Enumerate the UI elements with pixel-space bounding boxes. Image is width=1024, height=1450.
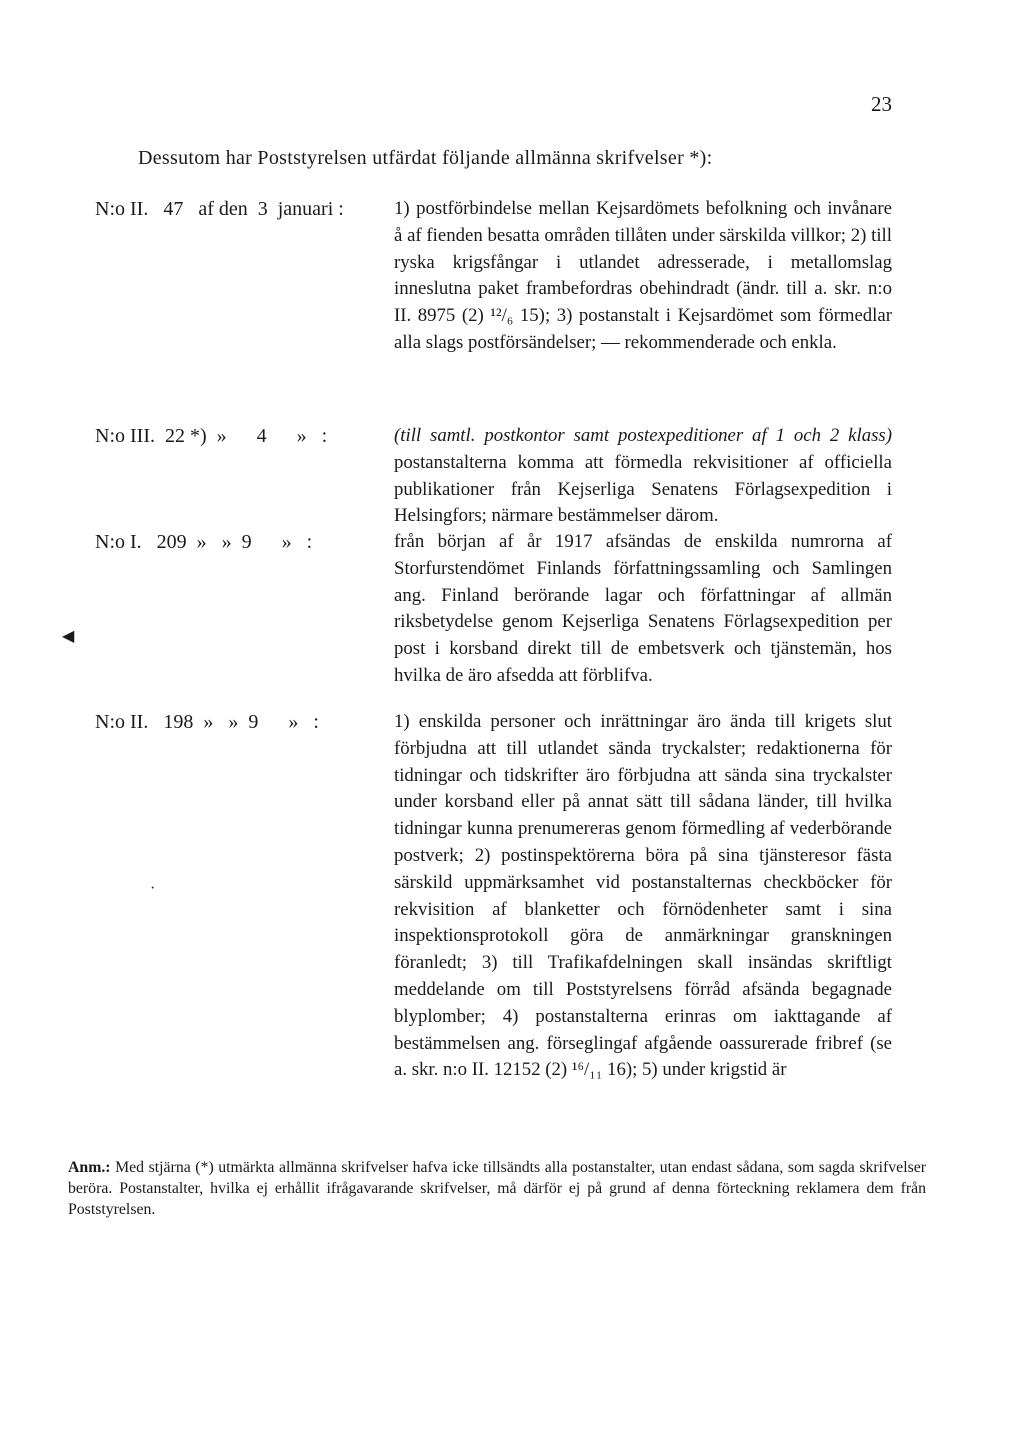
entry-text-rest: postanstalterna komma att förmedla rekvisitioner af officiella publikationer från Kejserliga Senatens Förlagsexpedition i Helsingfors; närmare bestämmelser därom. bbox=[394, 451, 892, 527]
entry-italic-note: (till samtl. postkontor samt postexpeditioner af 1 och 2 klass) bbox=[394, 425, 892, 446]
entry-reference: N:o I. 209 » » 9 » : bbox=[95, 531, 313, 553]
entry-text: 1) postförbindelse mellan Kejsardömets befolkning och invånare å af fienden besatta områden tillåten under särskilda villkor; 2) till ryska krigsfångar i utlandet adresserade, i metallomslag inneslutna paket frambefordras obehindradt (ändr. till a. skr. n:o II. 8975 (2) ¹²/₆ 15); 3) postanstalt i Kejsardömet som förmedlar alla slags postförsändelser; — rekommenderade och enkla. bbox=[394, 198, 892, 353]
entry-text: från början af år 1917 afsändas de enskilda numrorna af Storfurstendömet Finlands författningssamling och Samlingen ang. Finland berörande lagar och författningar af allmän riksbetydelse genom Kejserliga Senatens Förlagsexpedition per post i korsband direkt till de embetsverk och tjänstemän, hos hvilka de äro afsedda att förblifva. bbox=[394, 531, 892, 686]
entry-reference: N:o III. 22 *) » 4 » : bbox=[95, 425, 328, 447]
margin-mark: ◀ bbox=[62, 628, 75, 645]
intro-line: Dessutom har Poststyrelsen utfärdat följande allmänna skrifvelser *): bbox=[138, 147, 713, 169]
entry-text bbox=[394, 423, 892, 530]
entry-text: 1) enskilda personer och inrättningar äro ända till krigets slut förbjudna att till utlandet sända tryckalster; redaktionerna för tidningar och tidskrifter äro förbjudna att sända sina tryckalster under korsband eller på annat sätt till sådana länder, till hvilka tidningar kunna prenumereras genom förmedling af vederbörande postverk; 2) postinspektörerna böra på sina tjänsteresor fästa särskild uppmärksamhet vid postanstalternas checkböcker för rekvisition af blanketter och förnödenheter samt i sina inspektionsprotokoll göra de anmärkningar granskningen föranledt; 3) till Trafikafdelningen skall insändas skriftligt meddelande om till Poststyrelsens förråd afsända begagnade blyplomber; 4) postanstalterna erinras om iakttagande af bestämmelsen ang. förseglingaf afgående oassurerade fribref (se a. skr. n:o II. 12152 (2) ¹⁶/₁₁ 16); 5) under krigstid är bbox=[394, 711, 892, 1081]
footnote-lead: Anm.: bbox=[68, 1159, 111, 1176]
footnote bbox=[68, 1157, 926, 1220]
footnote-text: Med stjärna (*) utmärkta allmänna skrifvelser hafva icke tillsändts alla postanstalter, utan endast sådana, som sagda skrifvelser beröra. Postanstalter, hvilka ej erhållit ifrågavarande skrifvelser, må därför ej på grund af denna förteckning reklamera dem från Poststyrelsen. bbox=[68, 1159, 926, 1218]
entry-reference: N:o II. 198 » » 9 » : bbox=[95, 711, 319, 733]
page-number: 23 bbox=[871, 92, 892, 116]
margin-dot: · bbox=[150, 880, 156, 897]
entry-reference: N:o II. 47 af den 3 januari : bbox=[95, 198, 344, 220]
